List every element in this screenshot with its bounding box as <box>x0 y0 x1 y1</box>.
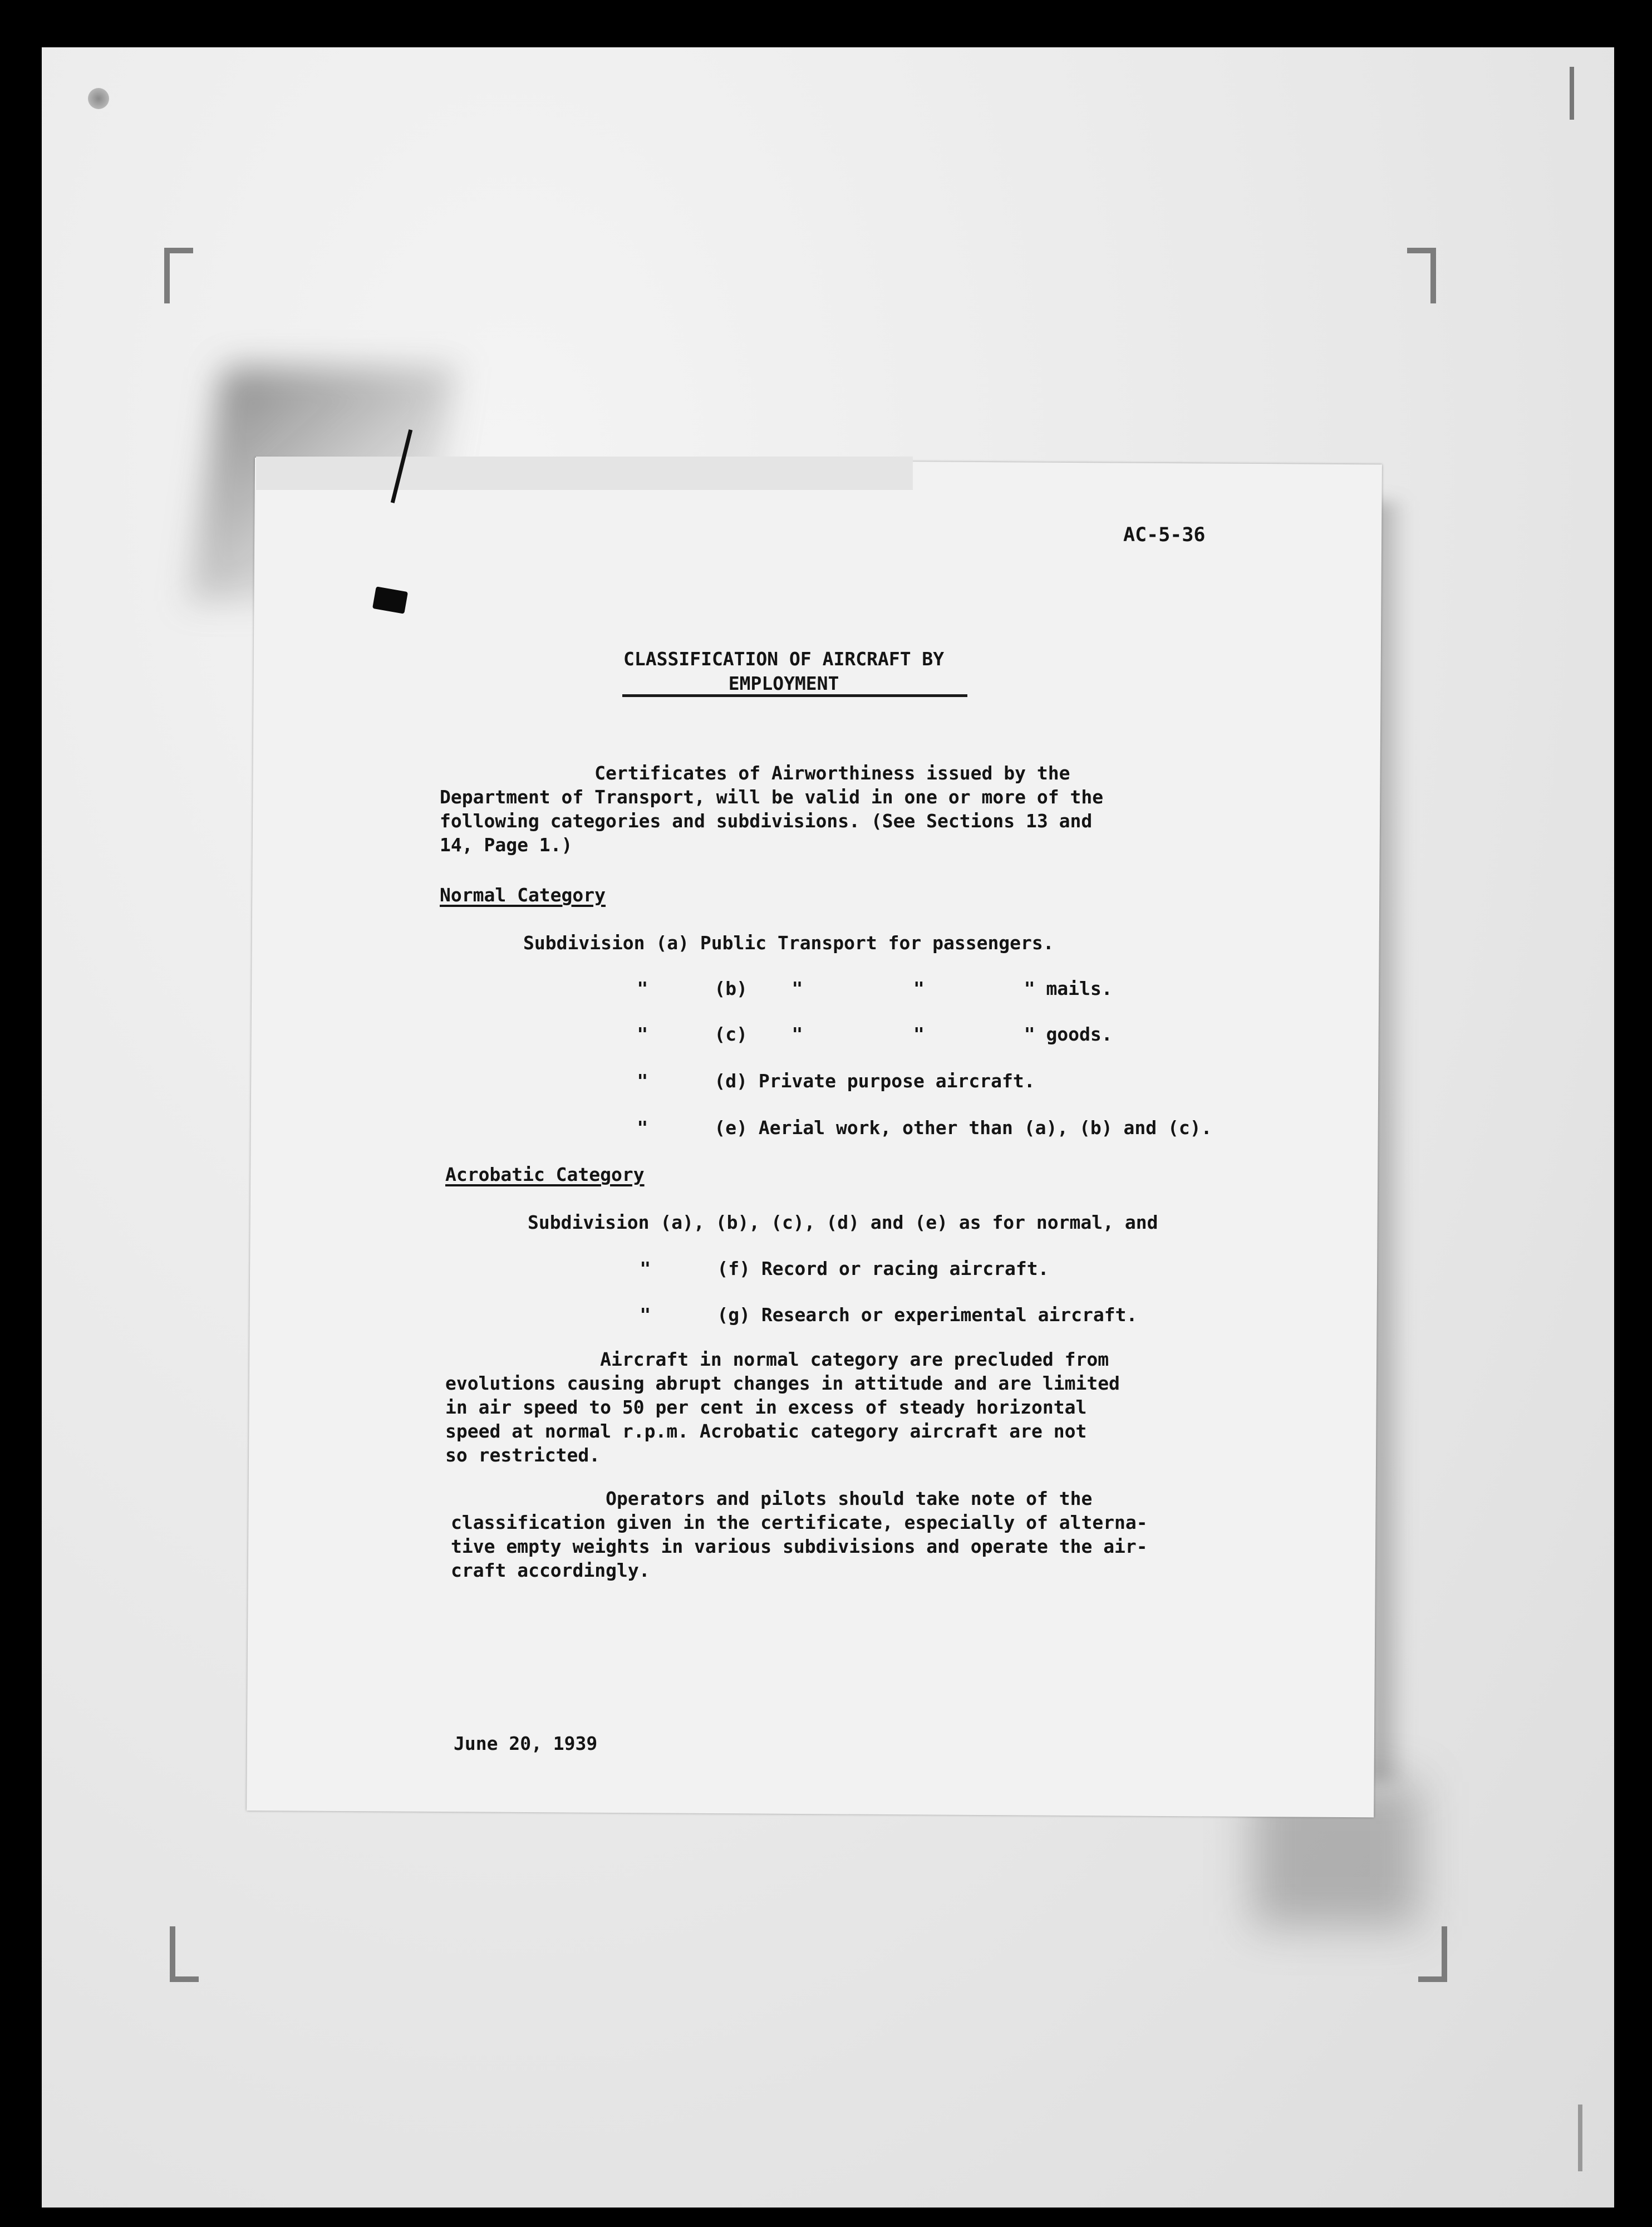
intro-paragraph: Certificates of Airworthiness issued by the Department of Transport, will be valid in one or more of the following categories and subdivisions. (See Sections 13 and 14, Page 1.) <box>440 762 1104 856</box>
normal-category-heading: Normal Category <box>440 884 606 906</box>
document-reference: AC-5-36 <box>1123 524 1206 546</box>
acrobatic-subdivision-f: " (f) Record or racing aircraft. <box>584 1258 1049 1279</box>
document-title <box>623 647 944 696</box>
crop-mark-bottom-left <box>170 1926 199 1982</box>
acrobatic-subdivision-g: " (g) Research or experimental aircraft. <box>584 1304 1138 1326</box>
scan-edge-mark <box>1570 67 1574 120</box>
folded-tab <box>256 457 913 490</box>
normal-subdivision-e: " (e) Aerial work, other than (a), (b) and (c). <box>582 1117 1212 1139</box>
operators-paragraph: Operators and pilots should take note of the classification given in the certificate, especially of alterna- tive empty weights in various subdivisions and operate the air- craft accordingly. <box>451 1488 1148 1581</box>
normal-subdivision-c: " (c) " " " goods. <box>582 1023 1113 1045</box>
acrobatic-subdivision-a-e: Subdivision (a), (b), (c), (d) and (e) as for normal, and <box>528 1211 1158 1233</box>
crop-mark-top-right <box>1407 248 1436 303</box>
crop-mark-top-left <box>164 248 193 303</box>
crop-mark-bottom-right <box>1418 1926 1447 1982</box>
title-line-1: CLASSIFICATION OF AIRCRAFT BY <box>623 648 945 670</box>
title-line-2: EMPLOYMENT <box>728 673 839 694</box>
normal-subdivision-b: " (b) " " " mails. <box>582 978 1113 999</box>
scan-edge-mark-bottom <box>1578 2105 1582 2171</box>
punch-hole <box>88 88 109 109</box>
title-underline <box>622 694 967 697</box>
document-date: June 20, 1939 <box>454 1733 598 1754</box>
normal-subdivision-a: Subdivision (a) Public Transport for passengers. <box>523 932 1054 954</box>
normal-subdivision-d: " (d) Private purpose aircraft. <box>582 1070 1035 1092</box>
limits-paragraph: Aircraft in normal category are precluded from evolutions causing abrupt changes in attitude and are limited in air speed to 50 per cent in excess of steady horizontal speed at normal r.p.m. Acrobatic category aircraft are not so restricted. <box>445 1348 1120 1466</box>
acrobatic-category-heading: Acrobatic Category <box>445 1164 645 1185</box>
